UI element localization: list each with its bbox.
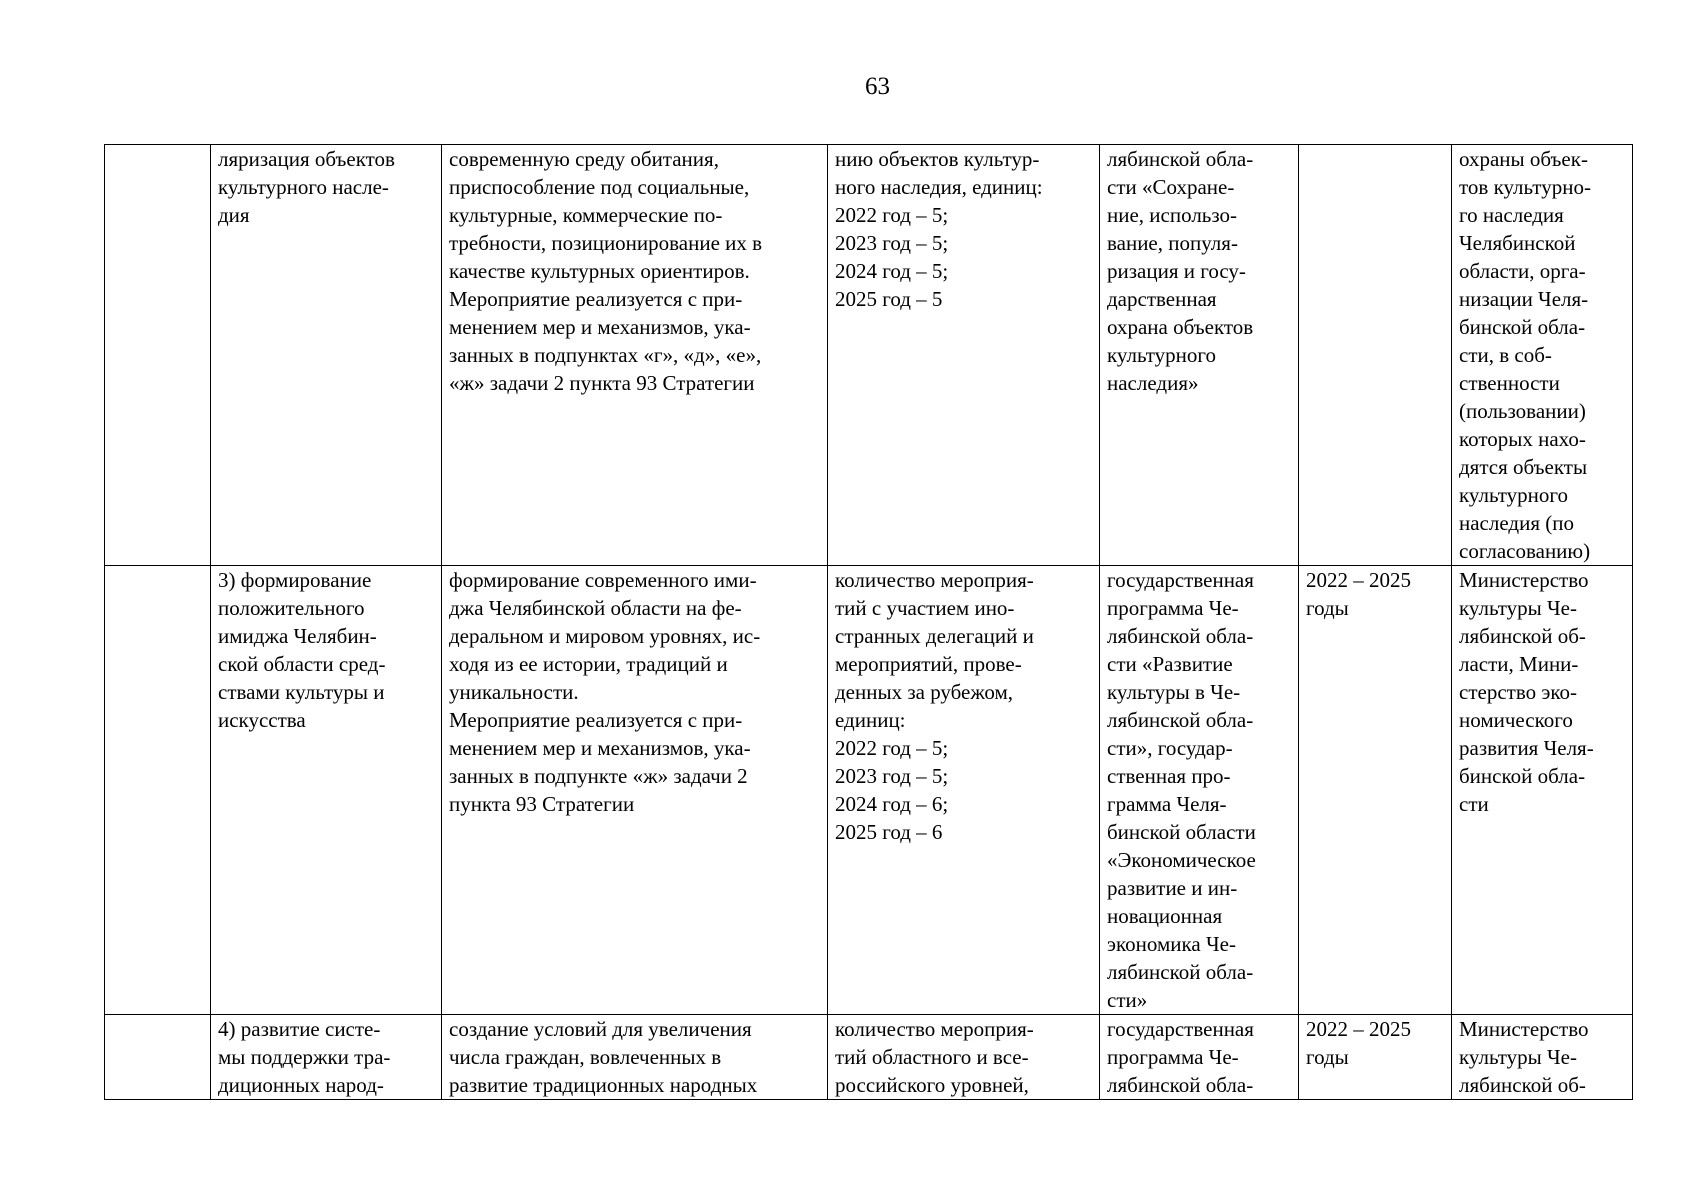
cell-number: [105, 566, 211, 1015]
cell-task: ляризация объектов культурного насле- дия: [211, 145, 442, 566]
cell-period: 2022 – 2025 годы: [1299, 566, 1452, 1015]
cell-task: 4) развитие систе- мы поддержки тра- диционных народ-: [211, 1015, 442, 1100]
cell-indicator: количество мероприя- тий с участием ино- странных делегаций и мероприятий, прове- денных за рубежом, единиц: 2022 год – 5; 2023 год – 5; 2024 год – 6; 2025 год – 6: [828, 566, 1100, 1015]
cell-number: [105, 1015, 211, 1100]
cell-task: 3) формирование положительного имиджа Челябин- ской области сред- ствами культуры и искусства: [211, 566, 442, 1015]
cell-program: государственная программа Че- лябинской обла- сти «Развитие культуры в Че- лябинской обла- сти», государ- ственная про- грамма Челя- бинской области «Экономическое развитие и ин- новационная экономика Че- лябинской обла- сти»: [1100, 566, 1299, 1015]
cell-event: формирование современного ими- джа Челябинской области на фе- деральном и мировом уровнях, ис- ходя из ее истории, традиций и уникальности. Мероприятие реализуется с при- менением мер и механизмов, ука- занных в подпункте «ж» задачи 2 пункта 93 Стратегии: [442, 566, 828, 1015]
cell-indicator: количество мероприя- тий областного и все- российского уровней,: [828, 1015, 1100, 1100]
cell-indicator: нию объектов культур- ного наследия, единиц: 2022 год – 5; 2023 год – 5; 2024 год – 5; 2025 год – 5: [828, 145, 1100, 566]
cell-responsible: Министерство культуры Че- лябинской об- ласти, Мини- стерство эко- номического развития Челя- бинской обла- сти: [1452, 566, 1633, 1015]
page-number: 63: [865, 73, 890, 100]
cell-responsible: Министерство культуры Че- лябинской об-: [1452, 1015, 1633, 1100]
cell-event: создание условий для увеличения числа граждан, вовлеченных в развитие традиционных народных: [442, 1015, 828, 1100]
cell-number: [105, 145, 211, 566]
cell-program: государственная программа Че- лябинской обла-: [1100, 1015, 1299, 1100]
table-row: [105, 566, 1633, 1015]
cell-period: 2022 – 2025 годы: [1299, 1015, 1452, 1100]
cell-program: лябинской обла- сти «Сохране- ние, использо- вание, популя- ризация и госу- дарственная охрана объектов культурного наследия»: [1100, 145, 1299, 566]
measures-table: [104, 144, 1633, 1100]
cell-event: современную среду обитания, приспособление под социальные, культурные, коммерческие по- требности, позиционирование их в качестве культурных ориентиров. Мероприятие реализуется с при- менением мер и механизмов, ука- занных в подпунктах «г», «д», «е», «ж» задачи 2 пункта 93 Стратегии: [442, 145, 828, 566]
cell-responsible: охраны объек- тов культурно- го наследия Челябинской области, орга- низации Челя- бинской обла- сти, в соб- ственности (пользовании) которых нахо- дятся объекты культурного наследия (по согласованию): [1452, 145, 1633, 566]
table-row: [105, 145, 1633, 566]
table-row: [105, 1015, 1633, 1100]
cell-period: [1299, 145, 1452, 566]
